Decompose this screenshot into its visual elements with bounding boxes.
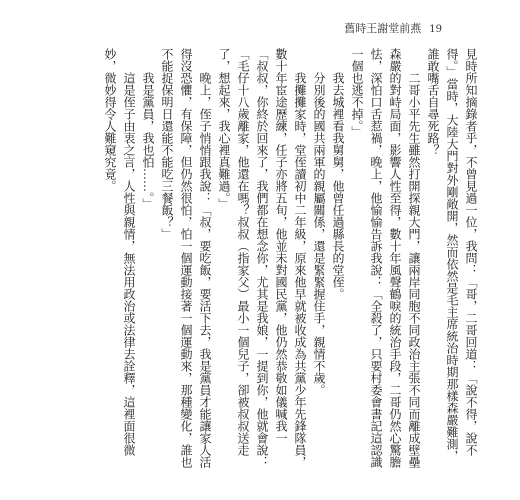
paragraph: 晚上，侄子悄悄跟我說：「叔，要吃飯，要活下去，我是黨員才能讓家人活得沒恐懼，有保障，但仍然很怕，怕一個運動接著一個運動來，那種變化，誰也不能捉保明日還能不能吃三餐飯？」 <box>160 48 212 468</box>
paragraph: 「叔叔，你終於回來了，我們都在想念你，尤其是我娘，一提到你，他就會說：「毛仔十八歲離家，他還在嗎？叔叔（指家父）最小一個兒子，卻被叔叔送走了，想起來，我心裡真難過。」 <box>217 48 269 468</box>
body-text <box>103 48 480 468</box>
paragraph: 見時所知摘錄者乎，不曾見過一位，我問：「哥，二哥回道：「說不得，說不得。」當時，大陸大門對外剛敞開，然而依然是毛主席統治時期那樣森嚴難測，誰敢嘴舌自尋死路？ <box>426 48 478 462</box>
paragraph: 分別後的國共兩軍的親屬關係，還是緊緊握住手，親情不歲。 <box>312 72 326 396</box>
paragraph: 我是黨員，我也怕……。」 <box>141 72 155 210</box>
running-header <box>344 20 442 36</box>
paragraph: 這是侄子由衷之言，人性與親情，無法用政治或法律去詮釋，這裡面很微妙，微妙得令人難窺究竟。 <box>103 48 136 456</box>
running-title: 舊時王謝堂前燕 <box>344 22 422 35</box>
paragraph: 二哥小平先生雖然打開探親大門，讓兩岸同胞不同政治主張不同而離成壁壘森嚴的對峙局面，影響人性至得，數十年風聲鶴唳的統治手段，二哥仍然心驚膽怯，深怕口舌惹禍，晚上，他愉愉告訴我說：「全殺了，只要村委會書記這認識一個也逃不掉。」 <box>350 48 421 468</box>
page-number: 19 <box>429 24 442 35</box>
paragraph: 我攤攤家時，堂侄讀初中二年級，原來他早就被收成為共黨少年先鋒隊員，數十年宦途歷練，任子亦將五旬，他並未對國民黨，他仍然恭敬如儀喊我一 <box>274 48 307 468</box>
paragraph: 我去城裡看我舅舅，他曾任過縣長的堂侄。 <box>331 72 345 300</box>
